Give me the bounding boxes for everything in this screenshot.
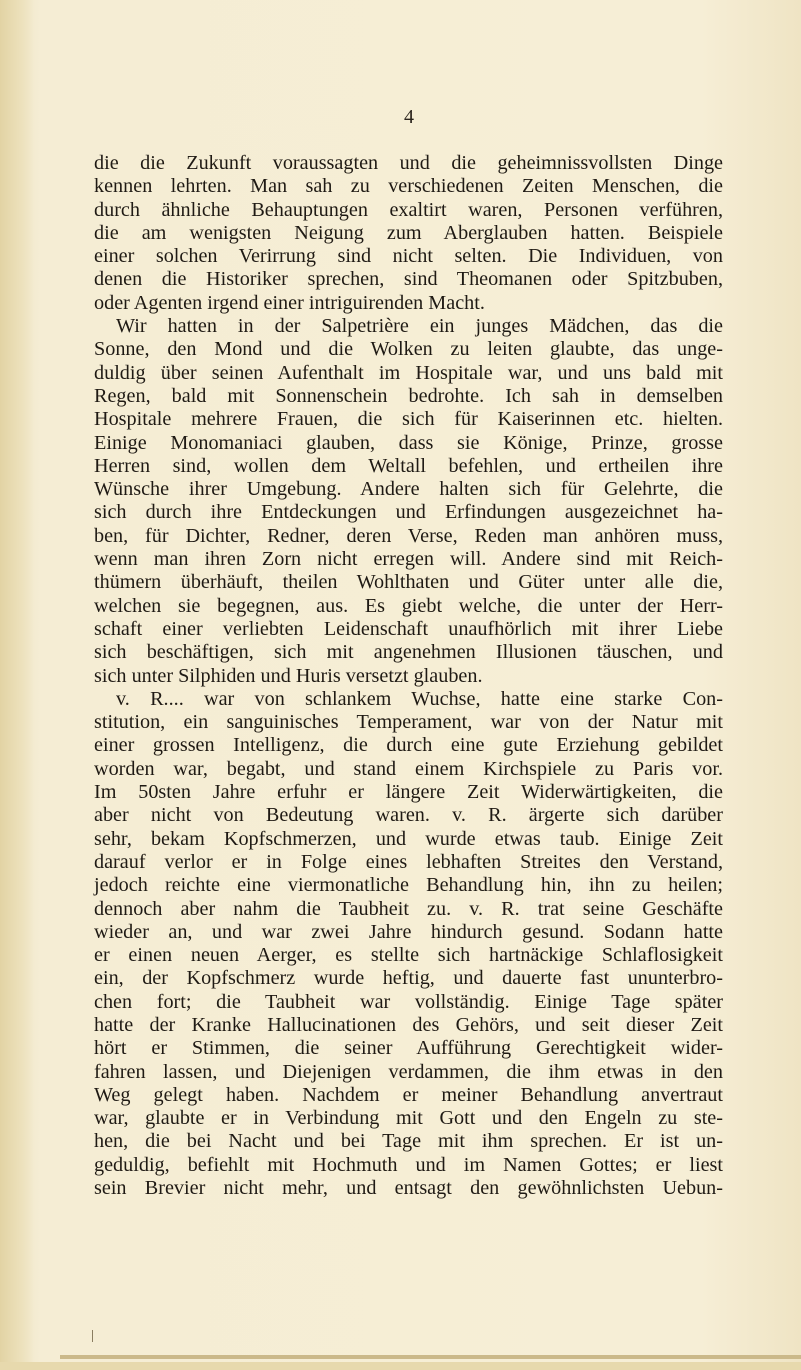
text-line: hört er Stimmen, die seiner Aufführung Gerechtigkeit wider- [94, 1037, 723, 1060]
text-line: sich beschäftigen, sich mit angenehmen Illusionen täuschen, und [94, 641, 723, 664]
text-line: einer solchen Verirrung sind nicht selten. Die Individuen, von [94, 245, 723, 268]
text-line: durch ähnliche Behauptungen exaltirt waren, Personen verführen, [94, 198, 723, 221]
text-line: sich unter Silphiden und Huris versetzt glauben. [94, 664, 483, 687]
text-line: Wir hatten in der Salpetrière ein junges Mädchen, das die [116, 315, 723, 338]
text-line: Regen, bald mit Sonnenschein bedrohte. Ich sah in demselben [94, 384, 723, 407]
margin-mark [92, 1330, 93, 1342]
text-line: aber nicht von Bedeutung waren. v. R. ärgerte sich darüber [94, 804, 723, 827]
text-line: wieder an, und war zwei Jahre hindurch gesund. Sodann hatte [94, 920, 723, 943]
text-line: Hospitale mehrere Frauen, die sich für Kaiserinnen etc. hielten. [94, 408, 723, 431]
text-line: geduldig, befiehlt mit Hochmuth und im Namen Gottes; er liest [94, 1153, 723, 1176]
text-line: jedoch reichte eine viermonatliche Behandlung hin, ihn zu heilen; [94, 874, 723, 897]
text-line: er einen neuen Aerger, es stellte sich hartnäckige Schlaflosigkeit [94, 944, 723, 967]
text-line: denen die Historiker sprechen, sind Theomanen oder Spitzbuben, [94, 268, 723, 291]
text-line: sehr, bekam Kopfschmerzen, und wurde etwas taub. Einige Zeit [94, 827, 723, 850]
text-line: oder Agenten irgend einer intriguirenden Macht. [94, 291, 485, 314]
text-line: darauf verlor er in Folge eines lebhaften Streites den Verstand, [94, 850, 723, 873]
page-number: 4 [404, 106, 414, 128]
text-line: Herren sind, wollen dem Weltall befehlen, und ertheilen ihre [94, 454, 723, 477]
text-line: duldig über seinen Aufenthalt im Hospitale war, und uns bald mit [94, 361, 723, 384]
bottom-edge-shadow [60, 1355, 801, 1359]
page-binding-edge [0, 0, 34, 1370]
text-line: welchen sie begegnen, aus. Es giebt welche, die unter der Herr- [94, 594, 723, 617]
text-line: chen fort; die Taubheit war vollständig. Einige Tage später [94, 990, 723, 1013]
text-line: hatte der Kranke Hallucinationen des Gehörs, und seit dieser Zeit [94, 1013, 723, 1036]
text-line: sich durch ihre Entdeckungen und Erfindungen ausgezeichnet ha- [94, 501, 723, 524]
text-line: kennen lehrten. Man sah zu verschiedenen Zeiten Menschen, die [94, 175, 723, 198]
text-line: die die Zukunft voraussagten und die geheimnissvollsten Dinge [94, 152, 723, 174]
text-line: wenn man ihren Zorn nicht erregen will. Andere sind mit Reich- [94, 548, 723, 571]
text-line: hen, die bei Nacht und bei Tage mit ihm sprechen. Er ist un- [94, 1130, 723, 1153]
bottom-edge [0, 1362, 801, 1370]
text-line: Wünsche ihrer Umgebung. Andere halten sich für Gelehrte, die [94, 478, 723, 501]
text-line: ben, für Dichter, Redner, deren Verse, Reden man anhören muss, [94, 524, 723, 547]
text-line: schaft einer verliebten Leidenschaft unaufhörlich mit ihrer Liebe [94, 617, 723, 640]
text-line: stitution, ein sanguinisches Temperament, war von der Natur mit [94, 711, 723, 734]
text-line: einer grossen Intelligenz, die durch eine gute Erziehung gebildet [94, 734, 723, 757]
text-line: Einige Monomaniaci glauben, dass sie Könige, Prinze, grosse [94, 431, 723, 454]
text-line: worden war, begabt, und stand einem Kirchspiele zu Paris vor. [94, 757, 723, 780]
text-line: Weg gelegt haben. Nachdem er meiner Behandlung anvertraut [94, 1083, 723, 1106]
body-text [94, 152, 723, 1200]
text-line: sein Brevier nicht mehr, und entsagt den gewöhnlichsten Uebun- [94, 1177, 723, 1200]
text-line: ein, der Kopfschmerz wurde heftig, und dauerte fast ununterbro- [94, 967, 723, 990]
text-line: v. R.... war von schlankem Wuchse, hatte eine starke Con- [116, 687, 723, 710]
text-line: dennoch aber nahm die Taubheit zu. v. R. trat seine Geschäfte [94, 897, 723, 920]
text-line: Im 50sten Jahre erfuhr er längere Zeit Widerwärtigkeiten, die [94, 781, 723, 804]
text-line: war, glaubte er in Verbindung mit Gott und den Engeln zu ste- [94, 1107, 723, 1130]
text-line: Sonne, den Mond und die Wolken zu leiten glaubte, das unge- [94, 338, 723, 361]
text-line: die am wenigsten Neigung zum Aberglauben hatten. Beispiele [94, 221, 723, 244]
text-line: thümern überhäuft, theilen Wohlthaten und Güter unter alle die, [94, 571, 723, 594]
text-line: fahren lassen, und Diejenigen verdammen, die ihm etwas in den [94, 1060, 723, 1083]
